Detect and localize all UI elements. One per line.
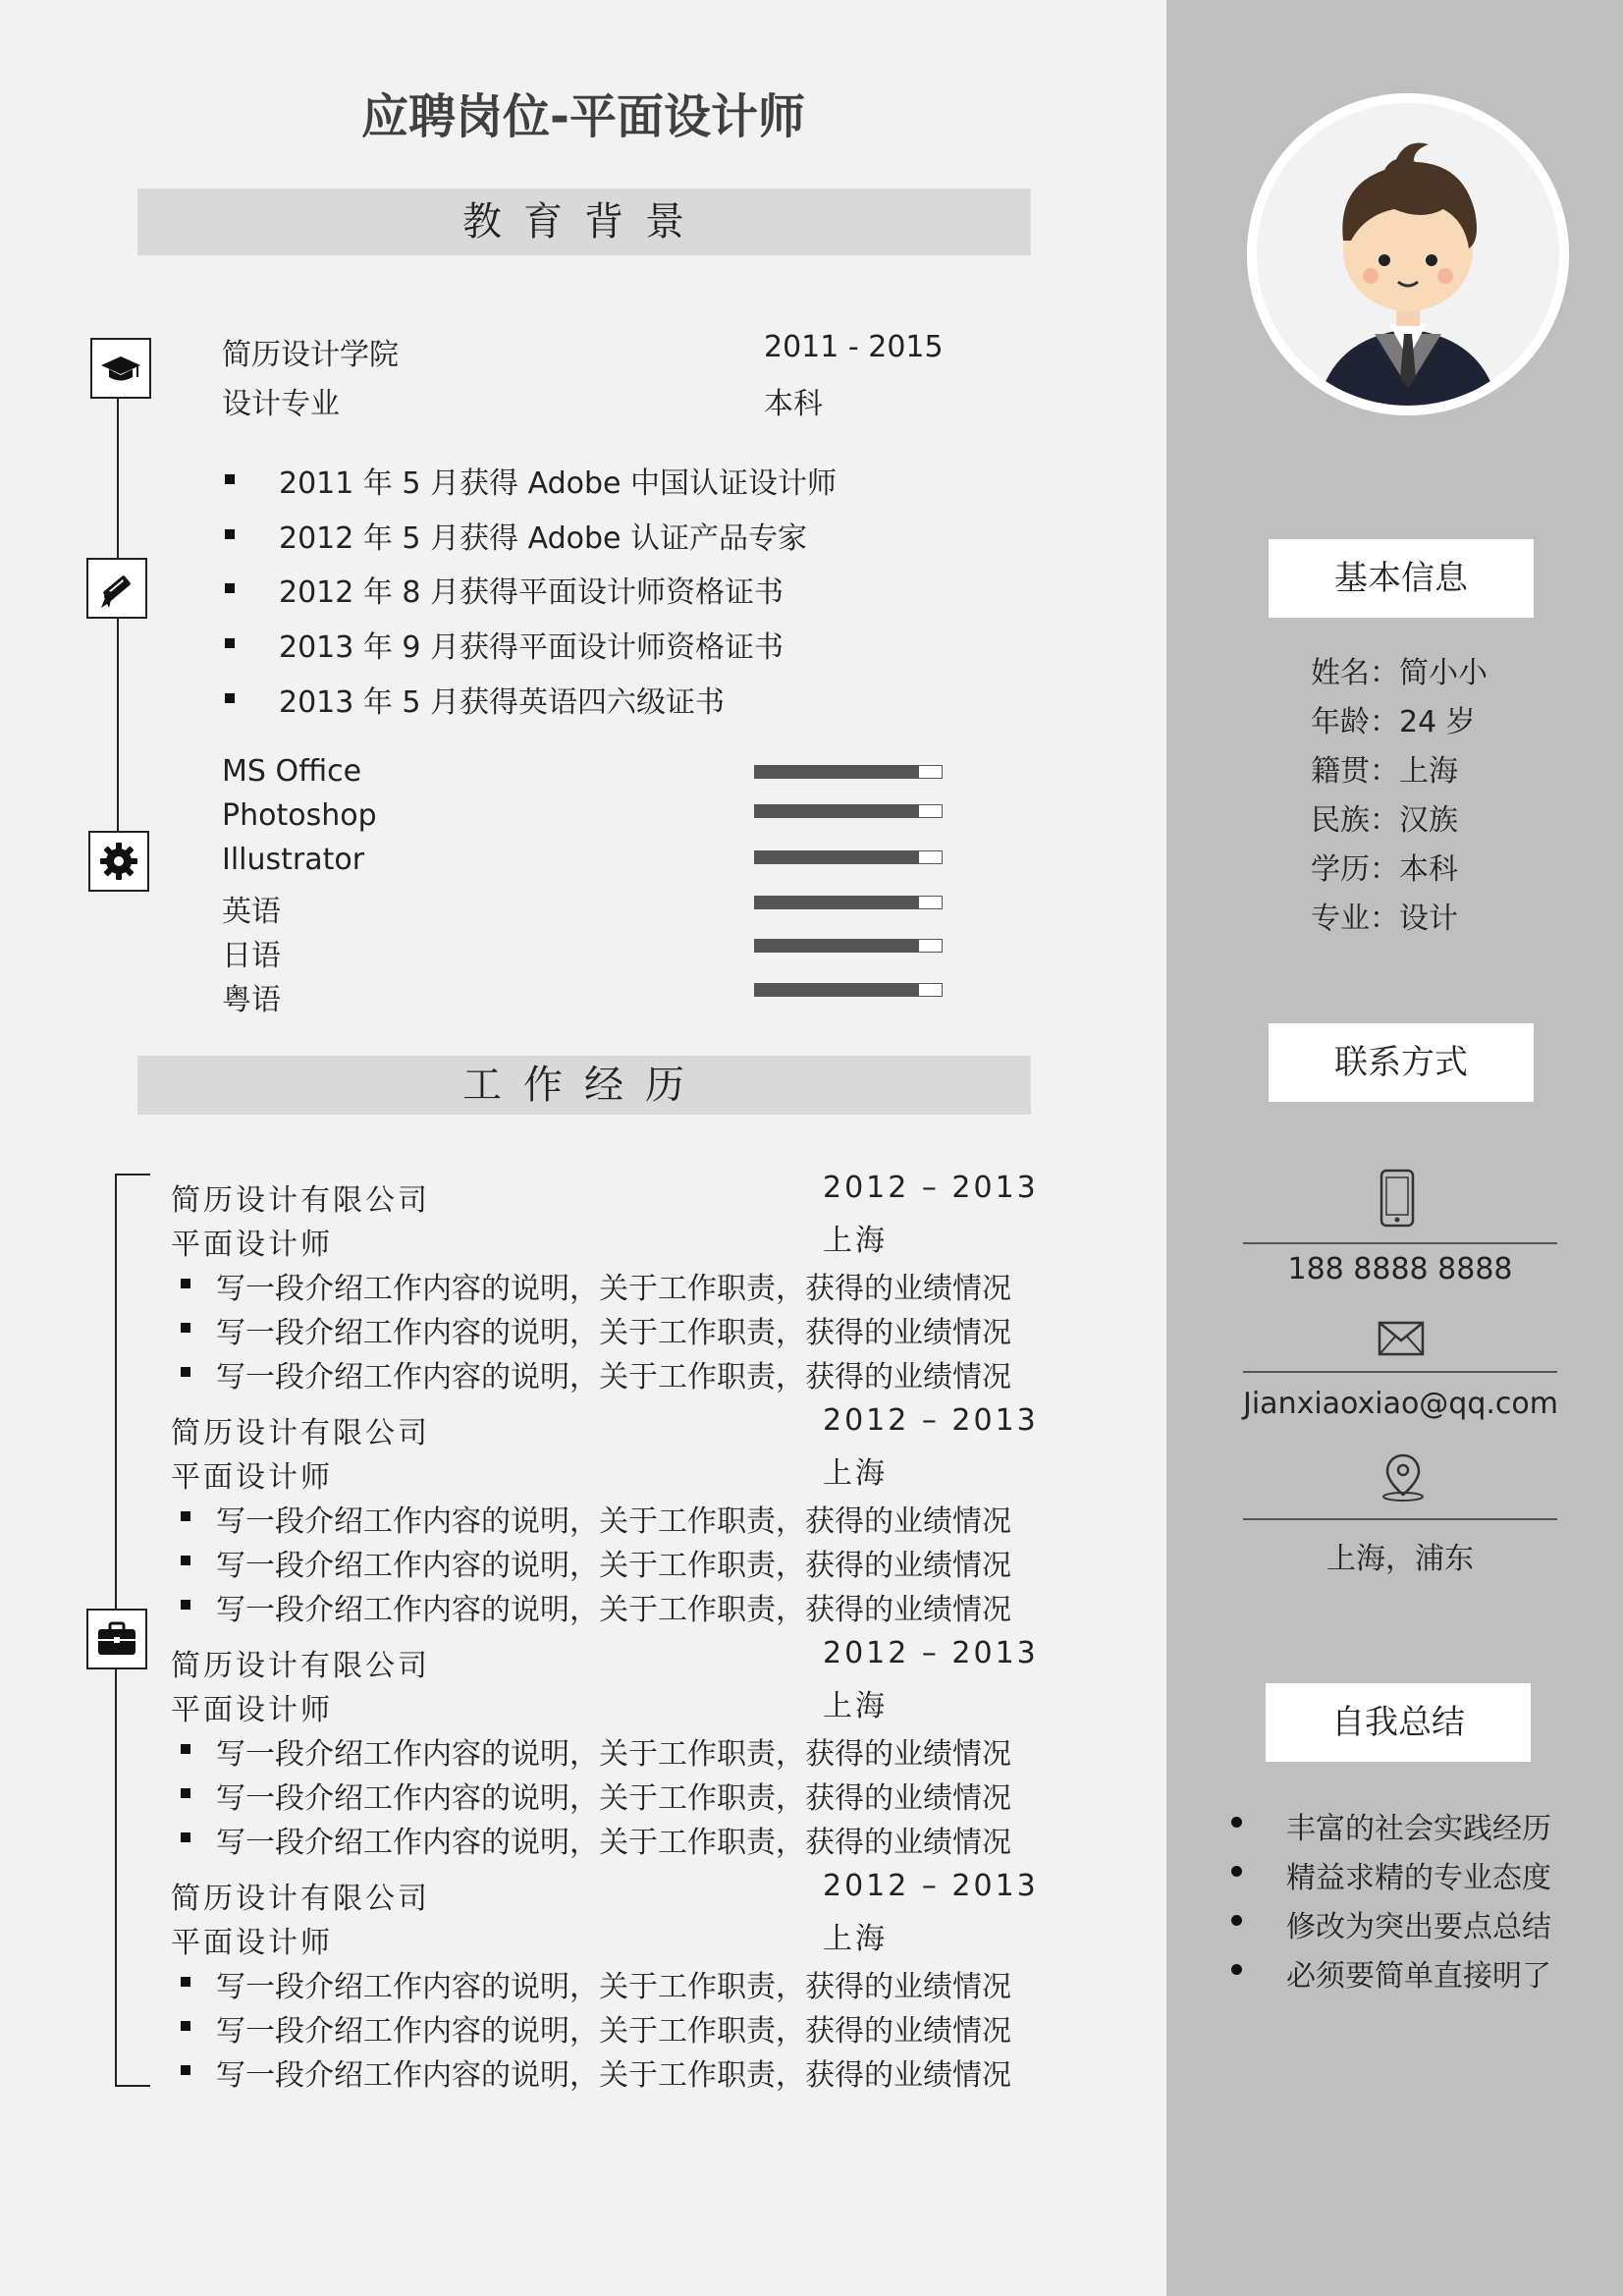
avatar-illustration <box>1247 93 1569 415</box>
skill-bar-fill <box>755 984 919 996</box>
job-duty: 写一段介绍工作内容的说明，关于工作职责，获得的业绩情况 <box>216 1970 1011 2004</box>
award-item: 2012 年 5 月获得 Adobe 认证产品专家 <box>279 521 808 556</box>
work-header: 工作经历 <box>137 1056 1031 1115</box>
summary-item: 丰富的社会实践经历 <box>1286 1812 1551 1846</box>
bullet <box>181 1832 190 1842</box>
skill-bar-fill <box>755 805 919 817</box>
skill-name: MS Office <box>222 754 362 789</box>
bullet <box>1231 1964 1242 1975</box>
job-city: 上海 <box>823 1224 888 1258</box>
bullet <box>225 693 235 703</box>
info-item: 年龄：24 岁 <box>1311 705 1476 739</box>
bullet <box>181 1323 190 1333</box>
skill-bar-fill <box>755 897 919 908</box>
bullet <box>181 1367 190 1377</box>
gear-icon <box>88 831 149 892</box>
award-item: 2012 年 8 月获得平面设计师资格证书 <box>279 575 784 610</box>
job-years: 2012 – 2013 <box>823 1403 1039 1438</box>
bullet <box>1231 1915 1242 1926</box>
job-city: 上海 <box>823 1922 888 1956</box>
bullet <box>181 1556 190 1565</box>
job-city: 上海 <box>823 1456 888 1491</box>
award-item: 2013 年 9 月获得平面设计师资格证书 <box>279 630 784 665</box>
bullet <box>225 474 235 484</box>
school-name: 简历设计学院 <box>222 338 399 372</box>
bullet <box>181 1511 190 1521</box>
job-city: 上海 <box>823 1689 888 1723</box>
summary-item: 必须要简单直接明了 <box>1286 1959 1551 1994</box>
job-duty: 写一段介绍工作内容的说明，关于工作职责，获得的业绩情况 <box>216 1781 1011 1816</box>
work-timeline-bottom <box>115 2085 150 2087</box>
job-position: 平面设计师 <box>171 1926 333 1960</box>
info-item: 民族：汉族 <box>1311 803 1458 838</box>
job-duty: 写一段介绍工作内容的说明，关于工作职责，获得的业绩情况 <box>216 1737 1011 1772</box>
bullet <box>1231 1866 1242 1877</box>
job-duty: 写一段介绍工作内容的说明，关于工作职责，获得的业绩情况 <box>216 1360 1011 1394</box>
skill-bar-fill <box>755 766 919 778</box>
location-pin-icon <box>1380 1451 1427 1506</box>
job-duty: 写一段介绍工作内容的说明，关于工作职责，获得的业绩情况 <box>216 1316 1011 1350</box>
info-item: 籍贯：上海 <box>1311 754 1458 789</box>
bullet <box>181 1600 190 1610</box>
summary-label: 自我总结 <box>1266 1683 1531 1762</box>
phone-number[interactable]: 188 8888 8888 <box>1287 1252 1513 1286</box>
bullet <box>181 1279 190 1288</box>
skill-bar <box>754 983 943 997</box>
skill-name: 英语 <box>222 895 281 929</box>
divider <box>1243 1371 1557 1373</box>
major: 设计专业 <box>222 387 340 421</box>
summary-item: 精益求精的专业态度 <box>1286 1861 1551 1895</box>
graduation-cap-icon <box>90 338 151 399</box>
skill-bar <box>754 896 943 909</box>
skill-name: 粤语 <box>222 983 281 1017</box>
bullet <box>1231 1817 1242 1828</box>
basic-info-label: 基本信息 <box>1269 539 1534 618</box>
job-duty: 写一段介绍工作内容的说明，关于工作职责，获得的业绩情况 <box>216 1504 1011 1539</box>
skill-bar <box>754 765 943 779</box>
skill-bar-fill <box>755 940 919 952</box>
divider <box>1243 1242 1557 1244</box>
job-duty: 写一段介绍工作内容的说明，关于工作职责，获得的业绩情况 <box>216 1593 1011 1627</box>
address: 上海，浦东 <box>1326 1542 1474 1576</box>
info-item: 姓名：简小小 <box>1311 656 1488 690</box>
job-company: 简历设计有限公司 <box>171 1183 430 1218</box>
job-duty: 写一段介绍工作内容的说明，关于工作职责，获得的业绩情况 <box>216 2058 1011 2093</box>
email-address[interactable]: Jianxiaoxiao@qq.com <box>1243 1387 1559 1421</box>
info-item: 学历：本科 <box>1311 852 1458 887</box>
mail-icon <box>1378 1321 1425 1360</box>
bullet <box>181 2065 190 2075</box>
contact-label: 联系方式 <box>1269 1023 1534 1102</box>
phone-icon <box>1380 1169 1415 1231</box>
skill-name: Illustrator <box>222 843 365 877</box>
skill-name: Photoshop <box>222 798 377 833</box>
info-item: 专业：设计 <box>1311 902 1458 936</box>
skill-bar <box>754 850 943 864</box>
job-duty: 写一段介绍工作内容的说明，关于工作职责，获得的业绩情况 <box>216 1549 1011 1583</box>
briefcase-icon <box>86 1609 147 1669</box>
work-timeline-top <box>115 1174 150 1175</box>
bullet <box>225 529 235 539</box>
award-item: 2013 年 5 月获得英语四六级证书 <box>279 685 726 720</box>
bullet <box>181 1744 190 1754</box>
page-title: 应聘岗位-平面设计师 <box>361 89 805 144</box>
job-position: 平面设计师 <box>171 1693 333 1727</box>
education-header: 教育背景 <box>137 189 1031 255</box>
skill-name: 日语 <box>222 939 281 973</box>
award-item: 2011 年 5 月获得 Adobe 中国认证设计师 <box>279 466 838 501</box>
bullet <box>181 1977 190 1987</box>
job-years: 2012 – 2013 <box>823 1636 1039 1670</box>
job-position: 平面设计师 <box>171 1460 333 1495</box>
degree: 本科 <box>764 387 823 421</box>
job-company: 简历设计有限公司 <box>171 1416 430 1450</box>
avatar <box>1247 93 1569 415</box>
bullet <box>225 638 235 648</box>
skill-bar-fill <box>755 851 919 863</box>
job-duty: 写一段介绍工作内容的说明，关于工作职责，获得的业绩情况 <box>216 1272 1011 1306</box>
summary-item: 修改为突出要点总结 <box>1286 1910 1551 1944</box>
certificate-icon <box>86 558 147 619</box>
job-company: 简历设计有限公司 <box>171 1649 430 1683</box>
skill-bar <box>754 804 943 818</box>
job-position: 平面设计师 <box>171 1228 333 1262</box>
job-duty: 写一段介绍工作内容的说明，关于工作职责，获得的业绩情况 <box>216 1826 1011 1860</box>
job-company: 简历设计有限公司 <box>171 1882 430 1916</box>
divider <box>1243 1518 1557 1520</box>
bullet <box>225 583 235 593</box>
bullet <box>181 2021 190 2031</box>
skill-bar <box>754 939 943 953</box>
job-duty: 写一段介绍工作内容的说明，关于工作职责，获得的业绩情况 <box>216 2014 1011 2049</box>
education-years: 2011 - 2015 <box>764 330 944 364</box>
job-years: 2012 – 2013 <box>823 1869 1039 1903</box>
job-years: 2012 – 2013 <box>823 1171 1039 1205</box>
bullet <box>181 1788 190 1798</box>
